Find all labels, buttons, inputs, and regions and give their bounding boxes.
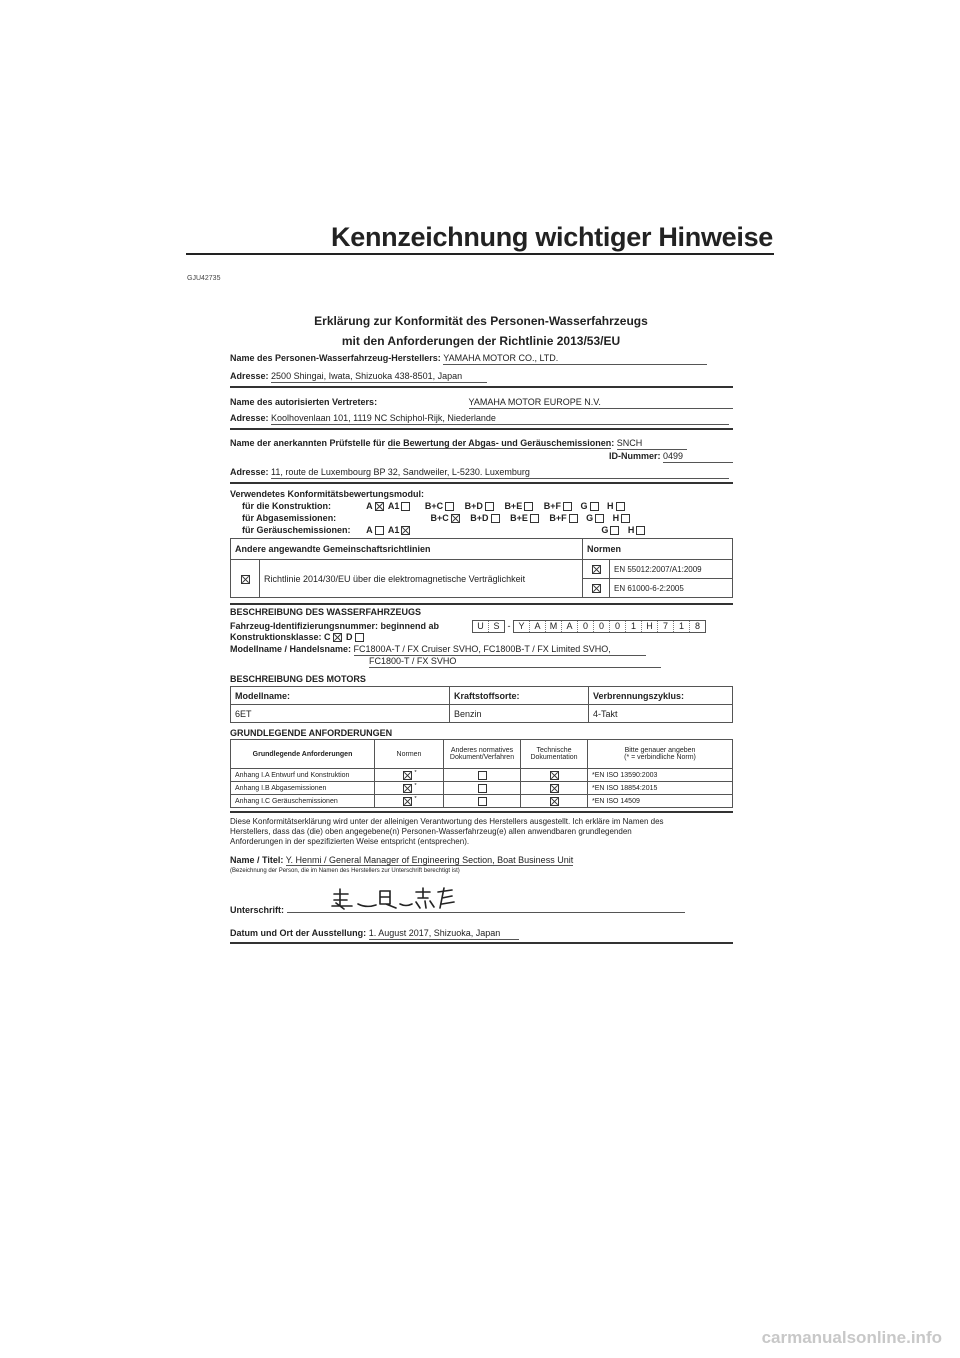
class-label: Konstruktionsklasse: C — [230, 632, 331, 642]
construction-label: für die Konstruktion: — [242, 501, 331, 511]
checkbox-empty-icon — [590, 502, 599, 511]
section-divider — [230, 482, 733, 484]
checkbox-checked-icon — [333, 633, 342, 642]
mandatory-star: * — [414, 770, 417, 777]
signature-row — [230, 905, 733, 916]
vin-char-box: 0 — [594, 621, 610, 632]
signature-label: Unterschrift: — [230, 905, 285, 915]
checkbox-checked-icon — [375, 502, 384, 511]
module-noise-row — [242, 525, 745, 536]
req-norm-cell — [375, 782, 444, 795]
manufacturer-address-row — [230, 371, 733, 383]
req-header-technical-line1: Technische — [536, 747, 572, 754]
checkbox-checked-icon — [403, 771, 412, 780]
notified-body-row — [230, 438, 733, 450]
checkbox-empty-icon — [524, 502, 533, 511]
req-header-specify — [588, 740, 733, 769]
notified-body-value: SNCH — [617, 438, 687, 450]
checkbox-empty-icon — [595, 514, 604, 523]
vin-char-box: H — [642, 621, 658, 632]
checkbox-checked-icon — [451, 514, 460, 523]
req-tech-cell — [521, 769, 588, 782]
vin-char-box: M — [546, 621, 562, 632]
checkbox-empty-icon — [616, 502, 625, 511]
vin-char-box: S — [493, 621, 500, 631]
opt-h-label: H — [612, 513, 620, 523]
requirements-table — [230, 739, 733, 808]
declaration-line3: Anforderungen in der spezifizierten Weise entspricht (entsprechen). — [230, 837, 470, 846]
req-tech-cell — [521, 782, 588, 795]
opt-bc-label: B+C — [430, 513, 449, 523]
opt-h-label: H — [627, 525, 635, 535]
req-norm-cell — [375, 769, 444, 782]
req-header-other — [444, 740, 521, 769]
opt-g-label: G — [580, 501, 588, 511]
directive-checkbox-cell — [231, 560, 260, 598]
checkbox-checked-icon — [592, 565, 601, 574]
table-row — [231, 769, 733, 782]
opt-a-label: A — [366, 501, 373, 511]
vin-char-box: A — [530, 621, 546, 632]
req-row-name: Anhang I.C Geräuschemissionen — [231, 795, 375, 808]
checkbox-empty-icon — [636, 526, 645, 535]
notified-body-id-row — [230, 451, 733, 463]
manufacturer-row — [230, 353, 733, 365]
checkbox-checked-icon — [401, 526, 410, 535]
directive-text: Richtlinie 2014/30/EU über die elektromagnetische Verträglichkeit — [260, 560, 583, 598]
date-label: Datum und Ort der Ausstellung: — [230, 928, 367, 938]
notified-body-address: 11, route de Luxembourg BP 32, Sandweiler, L-5230. Luxemburg — [271, 467, 729, 479]
req-norm-cell — [375, 795, 444, 808]
vin-char-box: 0 — [578, 621, 594, 632]
checkbox-empty-icon — [355, 633, 364, 642]
checkbox-checked-icon — [550, 771, 559, 780]
emissions-label: für Abgasemissionen: — [242, 513, 337, 523]
watermark: carmanualsonline.info — [761, 1328, 942, 1347]
declaration-line1: Diese Konformitätserklärung wird unter der alleinigen Verantwortung des Herstellers ausgestellt. Ich erkläre im Namen des — [230, 817, 664, 826]
date-value: 1. August 2017, Shizuoka, Japan — [369, 928, 519, 940]
section-divider — [230, 428, 733, 430]
representative-label: Name des autorisierten Vertreters: — [230, 397, 378, 407]
notified-body-label: Name der anerkannten Prüfstelle für — [230, 438, 388, 448]
vin-char-box: 0 — [610, 621, 626, 632]
manufacturer-label: Name des Personen-Wasserfahrzeug-Herstellers: — [230, 353, 441, 363]
manufacturer-address-label: Adresse: — [230, 371, 269, 381]
vin-char-box: 7 — [658, 621, 674, 632]
engine-table — [230, 686, 733, 723]
declaration-line2: Herstellers, dass das (die) oben angegebene(n) Personen-Wasserfahrzeug(e) allen anwendbaren grundlegenden — [230, 827, 632, 836]
representative-address: Koolhovenlaan 101, 1119 NC Schiphol-Rijk, Niederlande — [271, 413, 729, 425]
req-header-technical — [521, 740, 588, 769]
declaration-heading-line1: Erklärung zur Konformität des Personen-Wasserfahrzeugs — [314, 314, 648, 328]
opt-h-label: H — [607, 501, 614, 511]
title-rule — [186, 253, 774, 255]
req-other-cell — [444, 769, 521, 782]
norm2-text: EN 61000-6-2:2005 — [610, 579, 733, 598]
document-code: GJU42735 — [187, 275, 221, 282]
engine-cycle-value: 4-Takt — [589, 705, 733, 723]
checkbox-checked-icon — [550, 797, 559, 806]
section-divider — [230, 811, 733, 813]
mandatory-star: * — [414, 783, 417, 790]
section-divider — [230, 942, 733, 944]
name-title-label: Name / Titel: — [230, 855, 284, 865]
checkbox-empty-icon — [478, 797, 487, 806]
checkbox-checked-icon — [592, 584, 601, 593]
declaration-heading-line2: mit den Anforderungen der Richtlinie 2013/53/EU — [341, 334, 621, 348]
opt-bf-label: B+F — [543, 501, 561, 511]
engine-fuel-value: Benzin — [450, 705, 589, 723]
req-header-specify-line1: Bitte genauer angeben — [624, 747, 696, 754]
checkbox-checked-icon — [241, 575, 250, 584]
table-row — [231, 782, 733, 795]
req-header-specify-line2: (* = verbindliche Norm) — [624, 754, 696, 761]
vin-char-box: Y — [514, 621, 530, 632]
req-row-name: Anhang I.A Entwurf und Konstruktion — [231, 769, 375, 782]
opt-a1-label: A1 — [387, 525, 400, 535]
checkbox-empty-icon — [375, 526, 384, 535]
checkbox-empty-icon — [478, 771, 487, 780]
id-number-value: 0499 — [663, 451, 733, 463]
opt-bd-label: B+D — [464, 501, 483, 511]
checkbox-empty-icon — [491, 514, 500, 523]
opt-be-label: B+E — [504, 501, 523, 511]
req-header-norms: Normen — [375, 740, 444, 769]
checkbox-empty-icon — [621, 514, 630, 523]
opt-g-label: G — [586, 513, 594, 523]
id-number-label: ID-Nummer: — [608, 451, 661, 461]
requirements-title: GRUNDLEGENDE ANFORDERUNGEN — [230, 728, 393, 738]
mandatory-star: * — [414, 796, 417, 803]
model-line2: FC1800-T / FX SVHO — [369, 656, 661, 668]
vin-dash: - — [507, 620, 511, 631]
checkbox-empty-icon — [563, 502, 572, 511]
declaration-text — [230, 817, 733, 847]
opt-bf-label: B+F — [549, 513, 567, 523]
norm1-checkbox-cell — [583, 560, 610, 579]
checkbox-empty-icon — [478, 784, 487, 793]
opt-be-label: B+E — [510, 513, 528, 523]
checkbox-empty-icon — [610, 526, 619, 535]
noise-label: für Geräuschemissionen: — [242, 525, 351, 535]
directives-header: Andere angewandte Gemeinschaftsrichtlinien — [231, 539, 583, 560]
req-row-spec: *EN ISO 18854:2015 — [588, 782, 733, 795]
opt-bc-label: B+C — [424, 501, 444, 511]
name-title-value: Y. Henmi / General Manager of Engineering Section, Boat Business Unit — [285, 855, 574, 865]
handwritten-signature — [330, 886, 460, 912]
craft-title: BESCHREIBUNG DES WASSERFAHRZEUGS — [230, 607, 422, 617]
representative-row — [230, 397, 733, 409]
req-tech-cell — [521, 795, 588, 808]
vin-char-box: A — [562, 621, 578, 632]
checkbox-empty-icon — [445, 502, 454, 511]
model-row — [230, 644, 733, 656]
norms-header: Normen — [583, 539, 733, 560]
vin-char-box: 1 — [674, 621, 690, 632]
signature-line — [287, 912, 685, 913]
checkbox-checked-icon — [403, 797, 412, 806]
table-row — [231, 795, 733, 808]
checkbox-empty-icon — [485, 502, 494, 511]
req-other-cell — [444, 795, 521, 808]
date-row — [230, 928, 733, 940]
checkbox-empty-icon — [530, 514, 539, 523]
req-header-other-line1: Anderes normatives — [450, 747, 514, 754]
engine-header-model: Modellname: — [231, 687, 450, 705]
page-title: Kennzeichnung wichtiger Hinweise — [331, 222, 773, 252]
req-header-other-line2: Dokument/Verfahren — [449, 754, 515, 761]
model-label: Modellname / Handelsname: — [230, 644, 352, 654]
norm1-text: EN 55012:2007/A1:2009 — [610, 560, 733, 579]
manufacturer-value: YAMAHA MOTOR CO., LTD. — [443, 353, 707, 365]
notified-body-address-label: Adresse: — [230, 467, 269, 477]
representative-address-row — [230, 413, 733, 425]
checkbox-empty-icon — [569, 514, 578, 523]
section-divider — [230, 603, 733, 605]
req-row-spec: *EN ISO 14509 — [588, 795, 733, 808]
module-title: Verwendetes Konformitätsbewertungsmodul: — [230, 489, 425, 499]
req-header-technical-line2: Dokumentation — [530, 754, 578, 761]
vin-char-box: 1 — [626, 621, 642, 632]
req-row-spec: *EN ISO 13590:2003 — [588, 769, 733, 782]
vin-char-box: U — [473, 621, 489, 632]
opt-a1-label: A1 — [387, 501, 400, 511]
req-other-cell — [444, 782, 521, 795]
directives-table — [230, 538, 733, 598]
engine-model-value: 6ET — [231, 705, 450, 723]
section-divider — [230, 386, 733, 388]
engine-title: BESCHREIBUNG DES MOTORS — [230, 674, 366, 684]
req-header-requirement: Grundlegende Anforderungen — [231, 740, 375, 769]
checkbox-checked-icon — [403, 784, 412, 793]
notified-body-scope: die Bewertung der Abgas- und Geräuschemissionen — [387, 438, 612, 448]
model-line2-row — [369, 656, 661, 668]
model-line1: FC1800A-T / FX Cruiser SVHO, FC1800B-T / FX Limited SVHO, — [354, 644, 646, 656]
representative-value: YAMAHA MOTOR EUROPE N.V. — [469, 397, 733, 409]
module-construction-row — [242, 501, 745, 512]
notified-body-colon: : — [611, 438, 615, 448]
opt-a-label: A — [366, 525, 373, 535]
checkbox-checked-icon — [550, 784, 559, 793]
opt-bd-label: B+D — [470, 513, 489, 523]
norm2-checkbox-cell — [583, 579, 610, 598]
opt-g-label: G — [601, 525, 609, 535]
engine-header-fuel: Kraftstoffsorte: — [450, 687, 589, 705]
engine-header-cycle: Verbrennungszyklus: — [589, 687, 733, 705]
representative-address-label: Adresse: — [230, 413, 269, 423]
module-emissions-row — [242, 513, 745, 524]
class-d-label: D — [346, 632, 353, 642]
vin-label: Fahrzeug-Identifizierungsnummer: beginnend ab — [230, 620, 440, 631]
name-title-row — [230, 855, 733, 866]
checkbox-empty-icon — [401, 502, 410, 511]
name-note: (Bezeichnung der Person, die im Namen des Herstellers zur Unterschrift berechtigt ist) — [230, 868, 460, 874]
manufacturer-address: 2500 Shingai, Iwata, Shizuoka 438-8501, Japan — [271, 371, 487, 383]
class-row — [230, 632, 733, 643]
vin-char-box: 8 — [695, 621, 701, 631]
notified-body-address-row — [230, 467, 733, 479]
req-row-name: Anhang I.B Abgasemissionen — [231, 782, 375, 795]
